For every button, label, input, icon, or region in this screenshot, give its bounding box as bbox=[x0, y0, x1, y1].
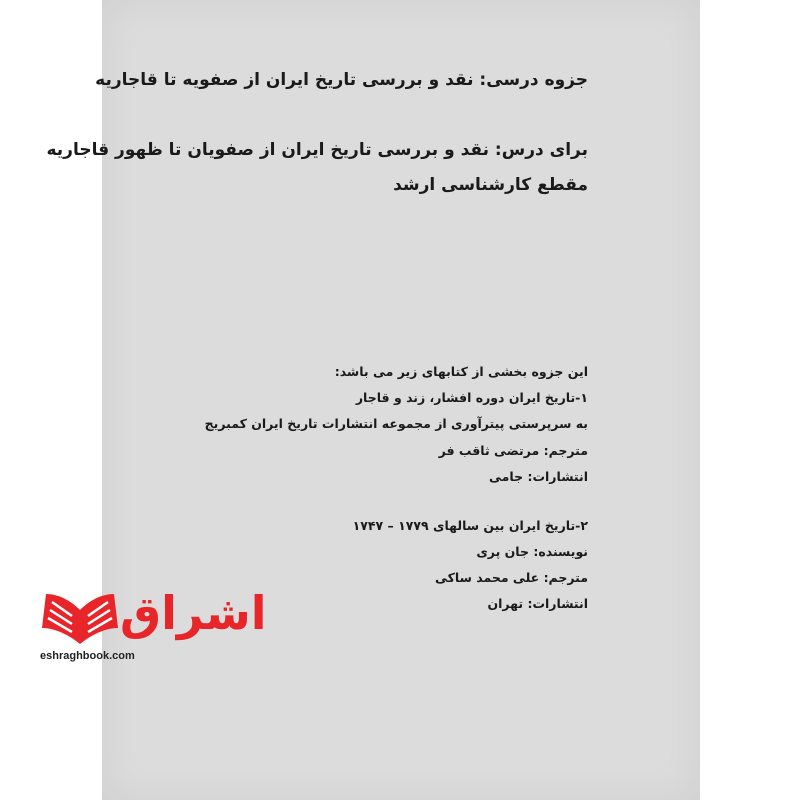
watermark-url: eshraghbook.com bbox=[40, 650, 135, 662]
intro-text: این جزوه بخشی از کتابهای زیر می باشد: bbox=[334, 364, 588, 379]
book1-title: ۱-تاریخ ایران دوره افشار، زند و قاجار bbox=[355, 390, 588, 405]
book1-editor: به سرپرستی پیترآوری از مجموعه انتشارات تاریخ ایران کمبریج bbox=[204, 416, 588, 431]
open-book-icon bbox=[40, 588, 120, 650]
book2-author: نویسنده: جان پری bbox=[476, 544, 588, 559]
watermark-word: اشراق bbox=[120, 586, 267, 640]
book2-publisher: انتشارات: تهران bbox=[487, 596, 588, 611]
book2-title: ۲-تاریخ ایران بین سالهای ۱۷۷۹ – ۱۷۴۷ bbox=[352, 518, 588, 533]
heading-line-3: مقطع کارشناسی ارشد bbox=[393, 175, 588, 195]
book1-publisher: انتشارات: جامی bbox=[489, 469, 588, 484]
book2-translator: مترجم: علی محمد ساکی bbox=[434, 570, 588, 585]
heading-line-1: جزوه درسی: نقد و بررسی تاریخ ایران از صفویه تا قاجاریه bbox=[95, 70, 588, 90]
watermark-logo bbox=[40, 586, 267, 668]
heading-line-2: برای درس: نقد و بررسی تاریخ ایران از صفویان تا ظهور قاجاریه bbox=[46, 140, 588, 160]
book1-translator: مترجم: مرتضی ثاقب فر bbox=[438, 443, 588, 458]
